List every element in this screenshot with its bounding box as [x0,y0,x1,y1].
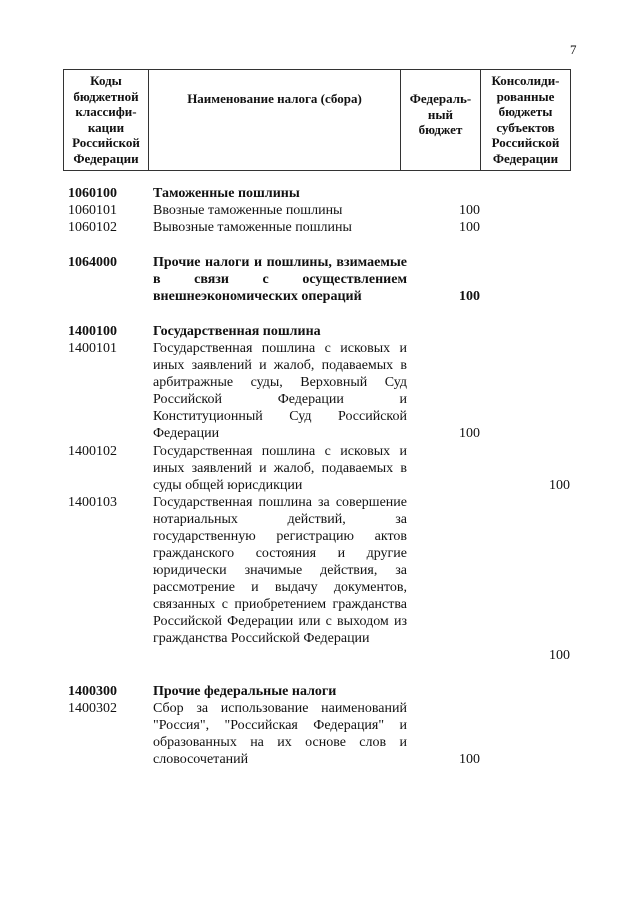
row-code: 1060100 [68,186,117,201]
row-name: Государственная пошлина [153,324,321,339]
header-federal-column: Федераль- ный бюджет [401,70,481,170]
row-federal-share: 100 [459,289,480,304]
row-federal-share: 100 [459,203,480,218]
row-name: Государственная пошлина с исковых и иных заявлений и жалоб, подаваемых в арбитражные суды, Верховный Суд Российской Федерации и Конституционный Суд Российской Федерации [153,341,407,441]
row-name: Прочие федеральные налоги [153,684,337,699]
row-code: 1064000 [68,255,117,270]
header-name-column: Наименование налога (сбора) [149,70,401,170]
page-number: 7 [570,42,577,57]
row-code: 1400103 [68,495,117,510]
row-name: Вывозные таможенные пошлины [153,220,352,235]
header-consolidated-column: Консолиди- рованные бюджеты субъектов Российской Федерации [491,73,560,166]
row-federal-share: 100 [459,752,480,767]
row-name: Государственная пошлина за совершение нотариальных действий, за государственную регистрацию актов гражданского состояния и другие юридически значимые действия, за рассмотрение и выдачу документов, связанных с приобретением гражданства Российской Федерации или с выходом из гражданства Российской Федерации [153,495,407,646]
row-code: 1060101 [68,203,117,218]
row-code: 1060102 [68,220,117,235]
row-federal-share: 100 [459,426,480,441]
row-code: 1400302 [68,701,117,716]
row-name: Прочие налоги и пошлины, взимаемые в связи с осуществлением внешнеэкономических операций [153,255,407,304]
row-consolidated-share: 100 [549,478,570,493]
row-code: 1400100 [68,324,117,339]
row-code: 1400300 [68,684,117,699]
row-name: Сбор за использование наименований "Россия", "Российская Федерация" и образованных на их основе слов и словосочетаний [153,701,407,767]
table-header [63,69,571,171]
row-name: Государственная пошлина с исковых и иных заявлений и жалоб, подаваемых в суды общей юрисдикции [153,444,407,493]
row-name: Ввозные таможенные пошлины [153,203,343,218]
row-code: 1400102 [68,444,117,459]
row-code: 1400101 [68,341,117,356]
header-code-column: Коды бюджетной классифи- кации Российской Федерации [64,70,149,170]
row-name: Таможенные пошлины [153,186,300,201]
row-federal-share: 100 [459,220,480,235]
row-consolidated-share: 100 [549,648,570,663]
